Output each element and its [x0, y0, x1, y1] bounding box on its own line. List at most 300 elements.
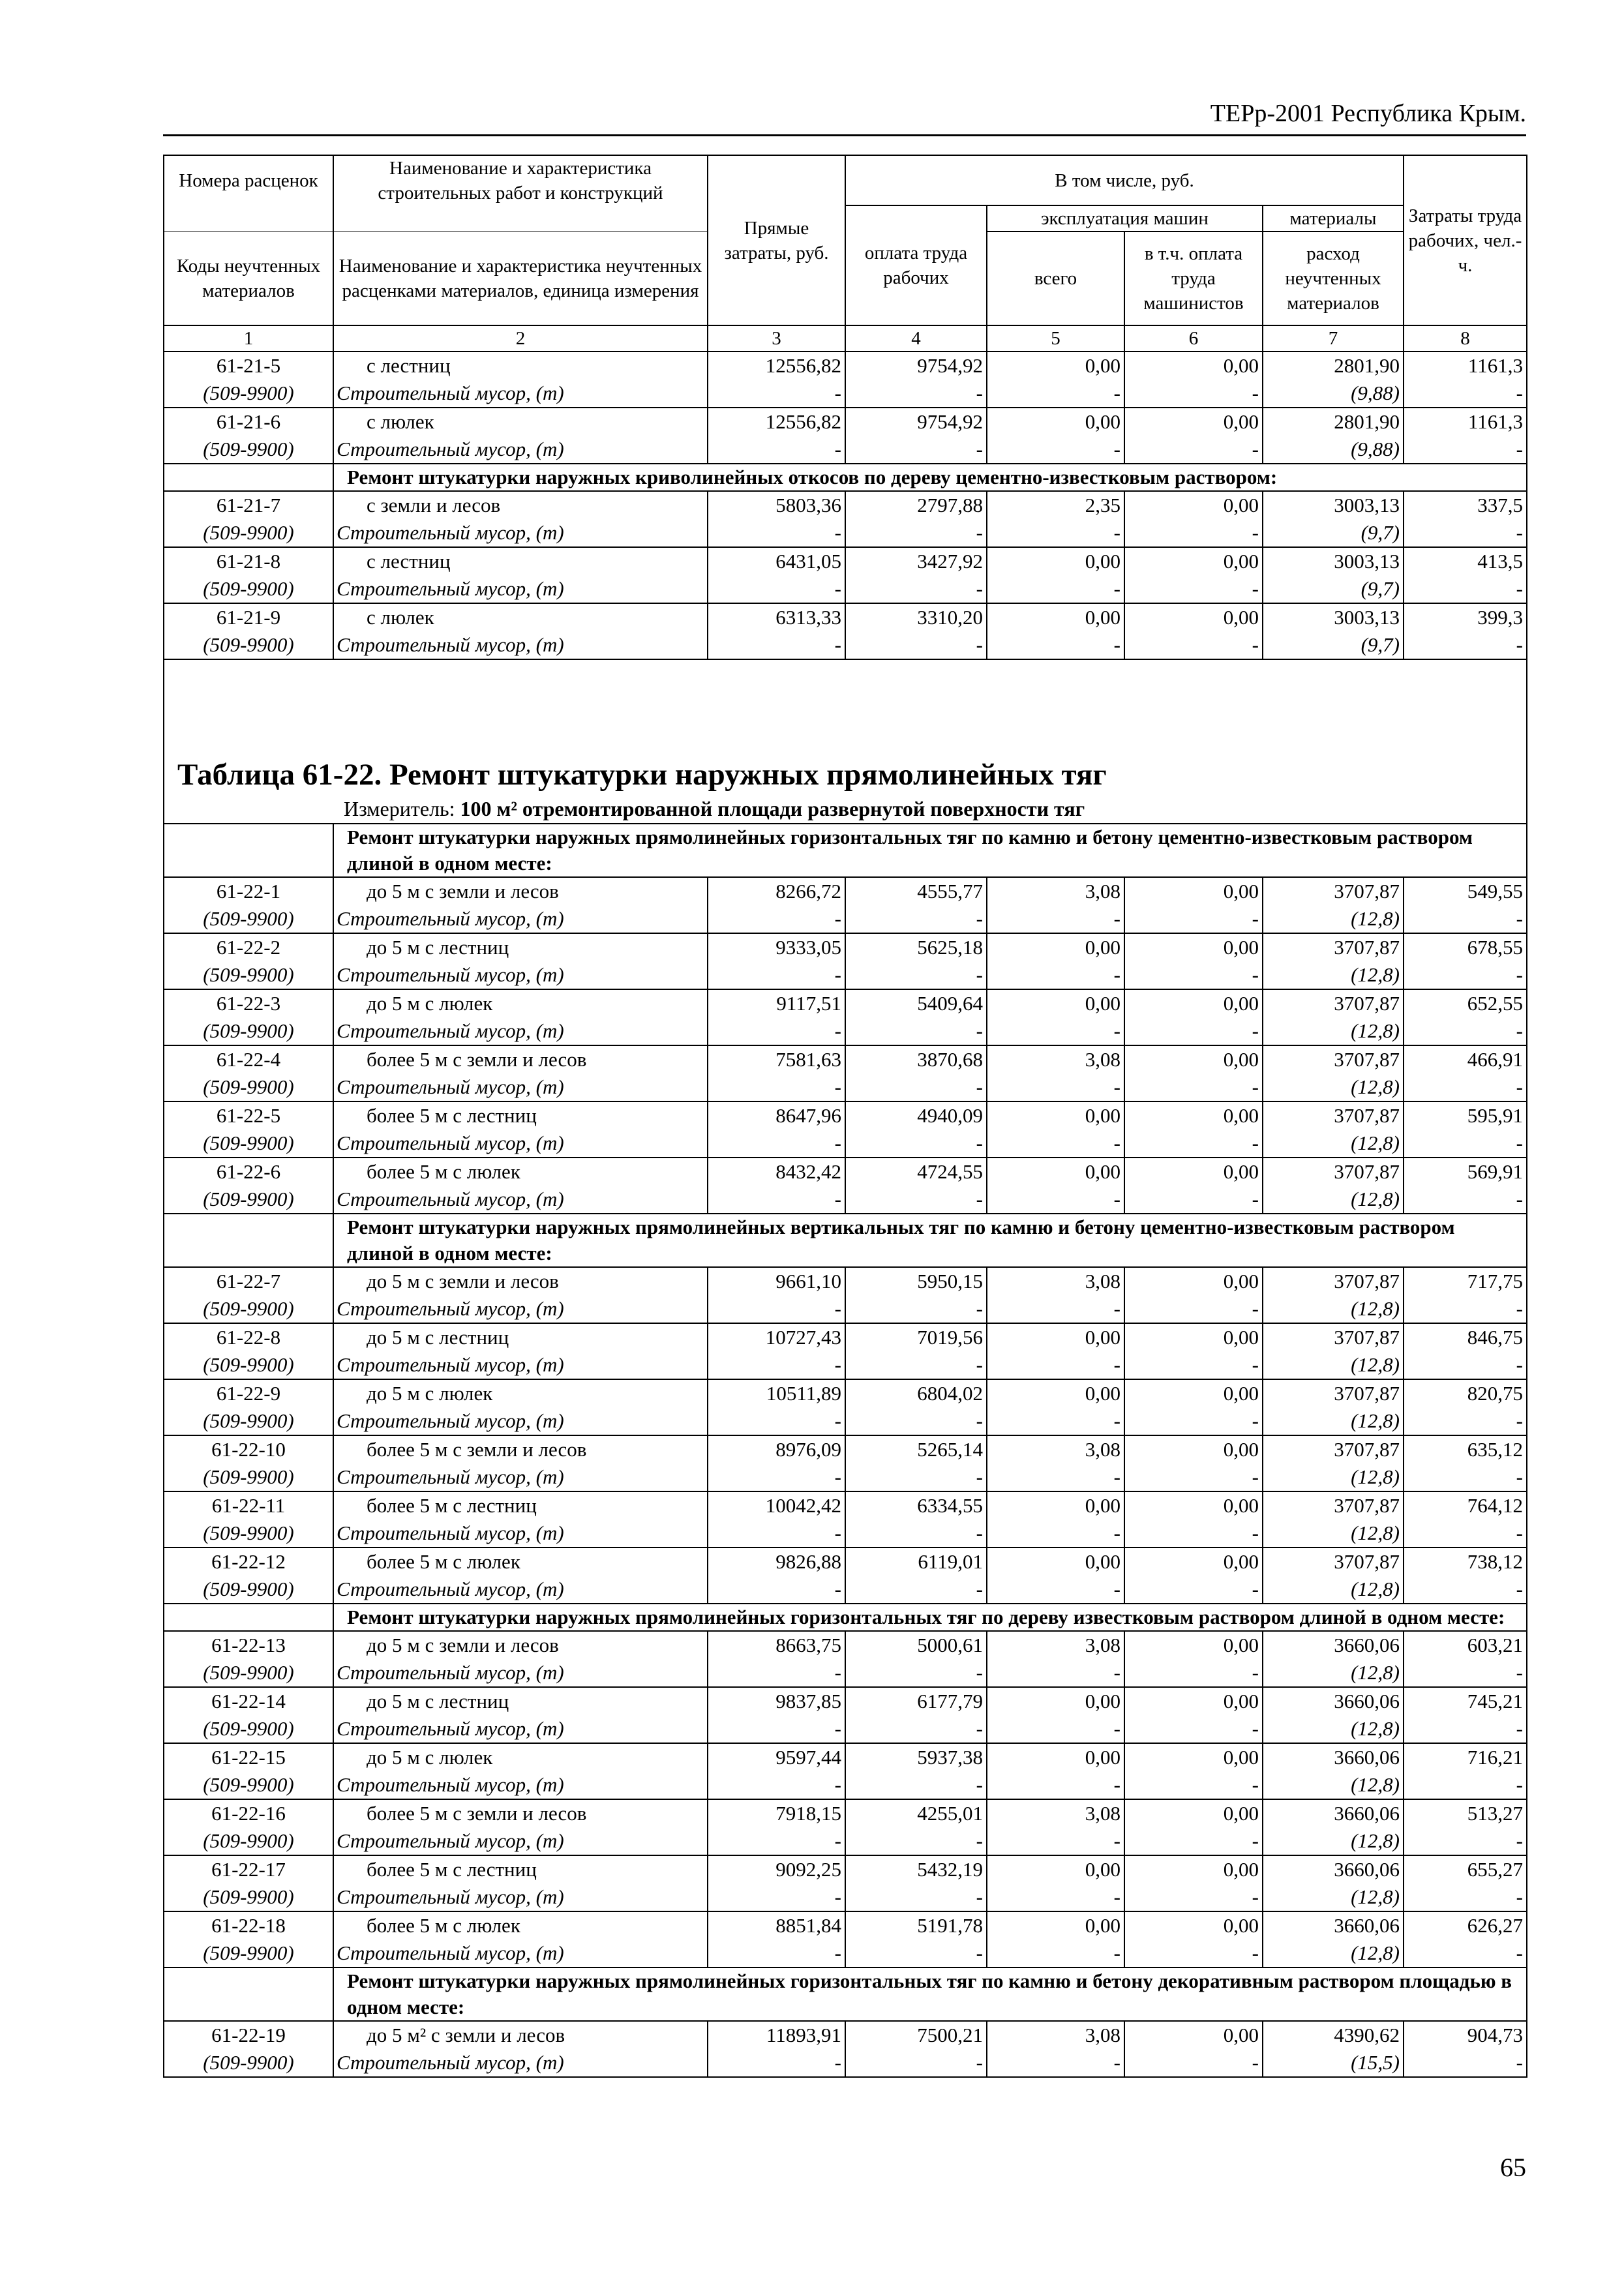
table-row [164, 1743, 1527, 1771]
labor-wages: 4555,77 [845, 877, 987, 905]
material-name: Строительный мусор, (т) [333, 1771, 708, 1799]
unit-value: 100 м² отремонтированной площади развернутой поверхности тяг [460, 797, 1085, 820]
dash-cell: - [1404, 519, 1527, 547]
labor-hours: 337,5 [1404, 491, 1527, 519]
rows-group-b [164, 491, 1527, 659]
dash-cell: - [1124, 1939, 1263, 1967]
dash-cell: - [708, 1073, 845, 1101]
dash-cell: - [1124, 961, 1263, 989]
labor-wages: 2797,88 [845, 491, 987, 519]
material-row [164, 1519, 1527, 1548]
work-name: более 5 м с люлек [333, 1548, 708, 1576]
dash-cell: - [1404, 1883, 1527, 1911]
material-quantity: (12,8) [1263, 1351, 1404, 1379]
dash-cell: - [845, 2049, 987, 2077]
dash-cell: - [708, 1883, 845, 1911]
material-name: Строительный мусор, (т) [333, 1130, 708, 1158]
rate-code: 61-22-4 [164, 1045, 333, 1073]
dash-cell: - [987, 1883, 1124, 1911]
col1-top-header-cont [164, 205, 333, 232]
dash-cell: - [708, 436, 845, 464]
material-code: (509-9900) [164, 1771, 333, 1799]
labor-wages: 3870,68 [845, 1045, 987, 1073]
material-code: (509-9900) [164, 1186, 333, 1214]
labor-hours: 764,12 [1404, 1491, 1527, 1519]
material-quantity: (12,8) [1263, 1407, 1404, 1435]
rate-code: 61-22-12 [164, 1548, 333, 1576]
direct-costs: 5803,36 [708, 491, 845, 519]
rate-code: 61-22-17 [164, 1855, 333, 1883]
section-c-title: Ремонт штукатурки наружных прямолинейных вертикальных тяг по камню и бетону цементно-известковым раствором длиной в одном месте: [333, 1214, 1527, 1267]
machines-total: 0,00 [987, 547, 1124, 575]
dash-cell: - [845, 1017, 987, 1045]
dash-cell: - [845, 1939, 987, 1967]
material-row [164, 1407, 1527, 1435]
rate-code: 61-22-2 [164, 933, 333, 961]
material-row [164, 1576, 1527, 1604]
dash-cell: - [1404, 1073, 1527, 1101]
table-row [164, 1911, 1527, 1939]
material-row [164, 519, 1527, 547]
dash-cell: - [1124, 575, 1263, 603]
table-row [164, 1491, 1527, 1519]
col2-top-header: Наименование и характеристика строительных работ и конструкций [333, 155, 708, 205]
work-name: с земли и лесов [333, 491, 708, 519]
material-code: (509-9900) [164, 1883, 333, 1911]
labor-hours: 716,21 [1404, 1743, 1527, 1771]
dash-cell: - [1404, 1463, 1527, 1491]
material-row [164, 1351, 1527, 1379]
work-name: более 5 м с земли и лесов [333, 1045, 708, 1073]
dash-cell: - [1124, 1715, 1263, 1743]
material-row [164, 1130, 1527, 1158]
table-row [164, 1435, 1527, 1463]
machinist-wages: 0,00 [1124, 2021, 1263, 2049]
table-row [164, 933, 1527, 961]
dash-cell: - [987, 575, 1124, 603]
material-name: Строительный мусор, (т) [333, 575, 708, 603]
direct-costs: 9661,10 [708, 1267, 845, 1295]
machinist-wages: 0,00 [1124, 1911, 1263, 1939]
dash-cell: - [708, 1771, 845, 1799]
direct-costs: 8432,42 [708, 1158, 845, 1186]
dash-cell: - [1404, 905, 1527, 933]
material-name: Строительный мусор, (т) [333, 1073, 708, 1101]
work-name: с лестниц [333, 352, 708, 380]
material-code: (509-9900) [164, 1073, 333, 1101]
col6-header: в т.ч. оплата труда машинистов [1124, 232, 1263, 325]
rate-code: 61-21-9 [164, 603, 333, 631]
labor-wages: 4255,01 [845, 1799, 987, 1827]
materials-cost: 3707,87 [1263, 1323, 1404, 1351]
dash-cell: - [708, 1519, 845, 1548]
material-quantity: (9,7) [1263, 631, 1404, 659]
dash-cell: - [1404, 575, 1527, 603]
dash-cell: - [1124, 1295, 1263, 1323]
labor-hours: 635,12 [1404, 1435, 1527, 1463]
work-name: более 5 м с люлек [333, 1911, 708, 1939]
labor-hours: 626,27 [1404, 1911, 1527, 1939]
machines-total: 0,00 [987, 1101, 1124, 1130]
table-row [164, 1548, 1527, 1576]
dash-cell: - [1124, 1017, 1263, 1045]
work-name: более 5 м с лестниц [333, 1101, 708, 1130]
work-name: до 5 м с земли и лесов [333, 1267, 708, 1295]
material-name: Строительный мусор, (т) [333, 1186, 708, 1214]
dash-cell: - [845, 1130, 987, 1158]
dash-cell: - [987, 1463, 1124, 1491]
section-b-title: Ремонт штукатурки наружных прямолинейных горизонтальных тяг по камню и бетону цементно-известковым раствором длиной в одном месте: [333, 824, 1527, 877]
dash-cell: - [845, 905, 987, 933]
dash-cell: - [1404, 1186, 1527, 1214]
material-code: (509-9900) [164, 575, 333, 603]
labor-wages: 7019,56 [845, 1323, 987, 1351]
dash-cell: - [987, 1295, 1124, 1323]
material-code: (509-9900) [164, 1295, 333, 1323]
material-quantity: (9,88) [1263, 436, 1404, 464]
direct-costs: 12556,82 [708, 352, 845, 380]
labor-hours: 466,91 [1404, 1045, 1527, 1073]
direct-costs: 11893,91 [708, 2021, 845, 2049]
dash-cell: - [845, 1576, 987, 1604]
machines-total: 3,08 [987, 1045, 1124, 1073]
dash-cell: - [1124, 436, 1263, 464]
material-row [164, 905, 1527, 933]
work-name: до 5 м с лестниц [333, 1323, 708, 1351]
labor-wages: 6177,79 [845, 1687, 987, 1715]
table-row [164, 1687, 1527, 1715]
dash-cell: - [987, 519, 1124, 547]
dash-cell: - [708, 1715, 845, 1743]
table-row [164, 1267, 1527, 1295]
dash-cell: - [845, 1827, 987, 1855]
material-quantity: (12,8) [1263, 1073, 1404, 1101]
material-name: Строительный мусор, (т) [333, 961, 708, 989]
materials-cost: 3660,06 [1263, 1799, 1404, 1827]
work-name: более 5 м с лестниц [333, 1855, 708, 1883]
dash-cell: - [1124, 1073, 1263, 1101]
labor-wages: 6804,02 [845, 1379, 987, 1407]
labor-wages: 5409,64 [845, 989, 987, 1017]
materials-cost: 3707,87 [1263, 1101, 1404, 1130]
material-name: Строительный мусор, (т) [333, 519, 708, 547]
table-row [164, 1799, 1527, 1827]
labor-hours: 413,5 [1404, 547, 1527, 575]
col8-header: Затраты труда рабочих, чел.-ч. [1404, 155, 1527, 325]
rate-code: 61-22-13 [164, 1631, 333, 1659]
machinist-wages: 0,00 [1124, 408, 1263, 436]
material-name: Строительный мусор, (т) [333, 1351, 708, 1379]
labor-hours: 745,21 [1404, 1687, 1527, 1715]
material-quantity: (12,8) [1263, 1939, 1404, 1967]
work-name: с люлек [333, 603, 708, 631]
labor-hours: 678,55 [1404, 933, 1527, 961]
direct-costs: 10511,89 [708, 1379, 845, 1407]
materials-cost: 3707,87 [1263, 989, 1404, 1017]
material-code: (509-9900) [164, 1519, 333, 1548]
direct-costs: 8976,09 [708, 1435, 845, 1463]
dash-cell: - [708, 1463, 845, 1491]
machines-total: 0,00 [987, 1687, 1124, 1715]
rate-code: 61-21-8 [164, 547, 333, 575]
section-b [164, 824, 1527, 877]
materials-cost: 3003,13 [1263, 491, 1404, 519]
labor-wages: 9754,92 [845, 408, 987, 436]
material-quantity: (12,8) [1263, 1827, 1404, 1855]
dash-cell: - [1124, 1130, 1263, 1158]
material-code: (509-9900) [164, 1576, 333, 1604]
material-quantity: (12,8) [1263, 961, 1404, 989]
material-code: (509-9900) [164, 436, 333, 464]
work-name: до 5 м с люлек [333, 1743, 708, 1771]
materials-cost: 3660,06 [1263, 1687, 1404, 1715]
labor-wages: 4940,09 [845, 1101, 987, 1130]
material-quantity: (12,8) [1263, 1295, 1404, 1323]
table-row [164, 408, 1527, 436]
materials-cost: 3660,06 [1263, 1631, 1404, 1659]
dash-cell: - [987, 1715, 1124, 1743]
dash-cell: - [845, 1407, 987, 1435]
incl-header: В том числе, руб. [845, 155, 1404, 205]
machines-total: 0,00 [987, 1158, 1124, 1186]
labor-hours: 820,75 [1404, 1379, 1527, 1407]
material-row [164, 1463, 1527, 1491]
col-num-5: 5 [987, 325, 1124, 352]
work-name: с лестниц [333, 547, 708, 575]
work-name: до 5 м с лестниц [333, 1687, 708, 1715]
direct-costs: 8851,84 [708, 1911, 845, 1939]
col1-bottom-header: Коды неучтенных материалов [164, 232, 333, 325]
direct-costs: 9826,88 [708, 1548, 845, 1576]
materials-cost: 3707,87 [1263, 877, 1404, 905]
rate-code: 61-21-6 [164, 408, 333, 436]
material-name: Строительный мусор, (т) [333, 1295, 708, 1323]
machines-total: 0,00 [987, 603, 1124, 631]
page-number: 65 [1500, 2153, 1526, 2182]
machinist-wages: 0,00 [1124, 1158, 1263, 1186]
material-quantity: (9,7) [1263, 519, 1404, 547]
machines-total: 0,00 [987, 989, 1124, 1017]
table-row [164, 2021, 1527, 2049]
material-row [164, 1186, 1527, 1214]
rate-code: 61-22-6 [164, 1158, 333, 1186]
material-row [164, 1771, 1527, 1799]
material-code: (509-9900) [164, 631, 333, 659]
direct-costs: 7581,63 [708, 1045, 845, 1073]
dash-cell: - [1404, 961, 1527, 989]
labor-hours: 717,75 [1404, 1267, 1527, 1295]
labor-wages: 9754,92 [845, 352, 987, 380]
dash-cell: - [845, 631, 987, 659]
dash-cell: - [987, 2049, 1124, 2077]
dash-cell: - [987, 961, 1124, 989]
dash-cell: - [1124, 1463, 1263, 1491]
dash-cell: - [987, 1130, 1124, 1158]
machinist-wages: 0,00 [1124, 352, 1263, 380]
dash-cell: - [1404, 1576, 1527, 1604]
material-row [164, 436, 1527, 464]
material-name: Строительный мусор, (т) [333, 1576, 708, 1604]
labor-wages: 5625,18 [845, 933, 987, 961]
col3-header: Прямые затраты, руб. [708, 155, 845, 325]
work-name: до 5 м с земли и лесов [333, 877, 708, 905]
material-name: Строительный мусор, (т) [333, 1519, 708, 1548]
dash-cell: - [1124, 2049, 1263, 2077]
dash-cell: - [845, 380, 987, 408]
material-name: Строительный мусор, (т) [333, 1827, 708, 1855]
material-name: Строительный мусор, (т) [333, 436, 708, 464]
material-row [164, 1659, 1527, 1687]
dash-cell: - [845, 1351, 987, 1379]
material-code: (509-9900) [164, 1939, 333, 1967]
dash-cell: - [845, 1519, 987, 1548]
dash-cell: - [1404, 1827, 1527, 1855]
machines-total: 3,08 [987, 2021, 1124, 2049]
dash-cell: - [1404, 631, 1527, 659]
material-code: (509-9900) [164, 1017, 333, 1045]
material-quantity: (12,8) [1263, 1883, 1404, 1911]
direct-costs: 8663,75 [708, 1631, 845, 1659]
labor-hours: 549,55 [1404, 877, 1527, 905]
machines-total: 0,00 [987, 1323, 1124, 1351]
material-quantity: (12,8) [1263, 1715, 1404, 1743]
rate-code: 61-22-10 [164, 1435, 333, 1463]
labor-wages: 4724,55 [845, 1158, 987, 1186]
labor-wages: 5937,38 [845, 1743, 987, 1771]
dash-cell: - [708, 1186, 845, 1214]
dash-cell: - [987, 1073, 1124, 1101]
material-code: (509-9900) [164, 1463, 333, 1491]
dash-cell: - [987, 1576, 1124, 1604]
dash-cell: - [708, 519, 845, 547]
dash-cell: - [987, 1771, 1124, 1799]
dash-cell: - [1124, 519, 1263, 547]
machinist-wages: 0,00 [1124, 1267, 1263, 1295]
labor-hours: 1161,3 [1404, 408, 1527, 436]
dash-cell: - [987, 380, 1124, 408]
materials-cost: 3707,87 [1263, 1267, 1404, 1295]
materials-cost: 3707,87 [1263, 1045, 1404, 1073]
rates-table [163, 155, 1527, 2078]
labor-hours: 603,21 [1404, 1631, 1527, 1659]
table-row [164, 491, 1527, 519]
dash-cell: - [845, 1073, 987, 1101]
materials-cost: 3707,87 [1263, 1379, 1404, 1407]
dash-cell: - [845, 1883, 987, 1911]
col-num-2: 2 [333, 325, 708, 352]
dash-cell: - [987, 631, 1124, 659]
dash-cell: - [987, 1519, 1124, 1548]
labor-hours: 399,3 [1404, 603, 1527, 631]
material-quantity: (9,88) [1263, 380, 1404, 408]
material-name: Строительный мусор, (т) [333, 631, 708, 659]
machinist-wages: 0,00 [1124, 1687, 1263, 1715]
dash-cell: - [1124, 1519, 1263, 1548]
material-name: Строительный мусор, (т) [333, 1883, 708, 1911]
labor-wages: 3310,20 [845, 603, 987, 631]
machines-total: 3,08 [987, 877, 1124, 905]
material-code: (509-9900) [164, 961, 333, 989]
dash-cell: - [1404, 2049, 1527, 2077]
dash-cell: - [845, 1771, 987, 1799]
dash-cell: - [708, 631, 845, 659]
work-name: более 5 м с земли и лесов [333, 1435, 708, 1463]
dash-cell: - [987, 905, 1124, 933]
dash-cell: - [1404, 1715, 1527, 1743]
material-quantity: (12,8) [1263, 1576, 1404, 1604]
section-a [164, 464, 1527, 491]
material-code: (509-9900) [164, 1715, 333, 1743]
direct-costs: 9092,25 [708, 1855, 845, 1883]
col-num-6: 6 [1124, 325, 1263, 352]
table-row [164, 877, 1527, 905]
direct-costs: 9333,05 [708, 933, 845, 961]
materials-cost: 3707,87 [1263, 1158, 1404, 1186]
dash-cell: - [1124, 905, 1263, 933]
machines-total: 0,00 [987, 1855, 1124, 1883]
work-name: до 5 м с лестниц [333, 933, 708, 961]
col7-header: расход неучтенных материалов [1263, 232, 1404, 325]
labor-hours: 655,27 [1404, 1855, 1527, 1883]
materials-cost: 3003,13 [1263, 547, 1404, 575]
table-row [164, 603, 1527, 631]
machinist-wages: 0,00 [1124, 1799, 1263, 1827]
section-e-title: Ремонт штукатурки наружных прямолинейных горизонтальных тяг по камню и бетону декоративным раствором площадью в одном месте: [333, 1967, 1527, 2021]
table-title: Таблица 61-22. Ремонт штукатурки наружных прямолинейных тяг [177, 758, 1107, 792]
machinist-wages: 0,00 [1124, 1743, 1263, 1771]
machines-total: 0,00 [987, 352, 1124, 380]
direct-costs: 9837,85 [708, 1687, 845, 1715]
dash-cell: - [1404, 1939, 1527, 1967]
dash-cell: - [1124, 1407, 1263, 1435]
section-c [164, 1214, 1527, 1267]
machines-total: 3,08 [987, 1435, 1124, 1463]
dash-cell: - [987, 1827, 1124, 1855]
materials-cost: 3707,87 [1263, 1435, 1404, 1463]
direct-costs: 10042,42 [708, 1491, 845, 1519]
rate-code: 61-22-18 [164, 1911, 333, 1939]
machines-header: эксплуатация машин [987, 205, 1263, 232]
labor-hours: 513,27 [1404, 1799, 1527, 1827]
dash-cell: - [708, 380, 845, 408]
material-code: (509-9900) [164, 519, 333, 547]
rate-code: 61-22-9 [164, 1379, 333, 1407]
dash-cell: - [845, 1186, 987, 1214]
rate-code: 61-22-14 [164, 1687, 333, 1715]
direct-costs: 8647,96 [708, 1101, 845, 1130]
machinist-wages: 0,00 [1124, 1435, 1263, 1463]
materials-cost: 3003,13 [1263, 603, 1404, 631]
machinist-wages: 0,00 [1124, 1379, 1263, 1407]
dash-cell: - [708, 1351, 845, 1379]
table-header [164, 155, 1527, 352]
dash-cell: - [845, 436, 987, 464]
dash-cell: - [1124, 1186, 1263, 1214]
rate-code: 61-22-11 [164, 1491, 333, 1519]
labor-hours: 652,55 [1404, 989, 1527, 1017]
rows-group-c [164, 877, 1527, 1214]
machines-total: 0,00 [987, 1379, 1124, 1407]
rate-code: 61-21-5 [164, 352, 333, 380]
labor-wages: 3427,92 [845, 547, 987, 575]
dash-cell: - [1124, 1351, 1263, 1379]
material-row [164, 380, 1527, 408]
rows-group-f [164, 2021, 1527, 2077]
material-row [164, 1827, 1527, 1855]
dash-cell: - [1124, 1883, 1263, 1911]
materials-cost: 3707,87 [1263, 1548, 1404, 1576]
material-quantity: (12,8) [1263, 1463, 1404, 1491]
